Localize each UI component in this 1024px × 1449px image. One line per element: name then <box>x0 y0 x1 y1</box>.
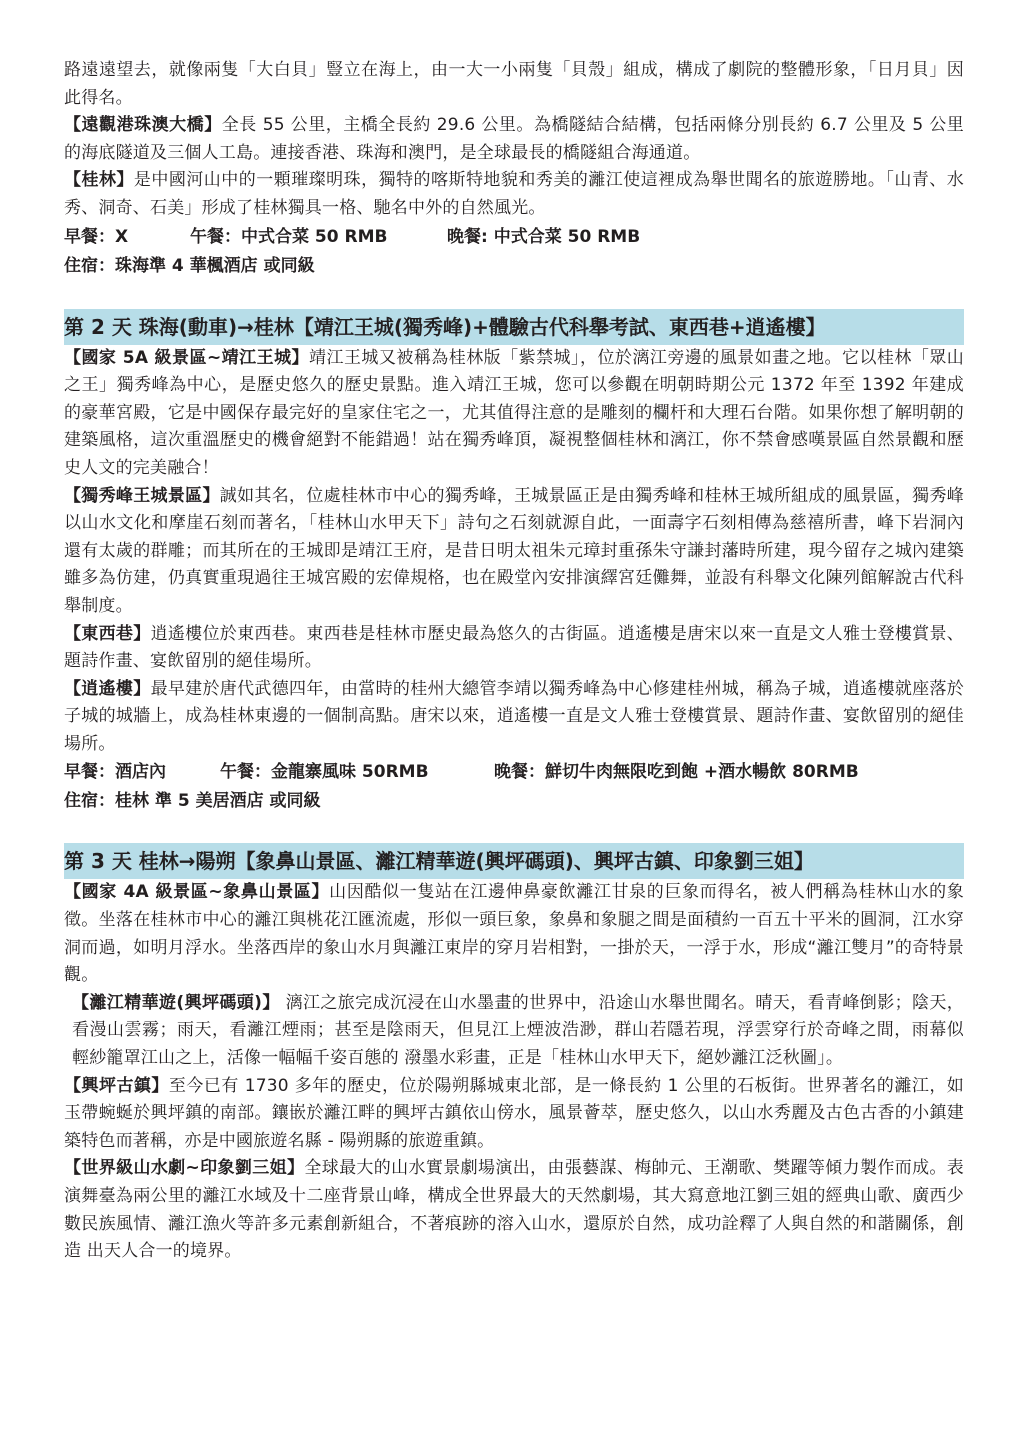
day2-item-text: 誠如其名，位處桂林市中心的獨秀峰，王城景區正是由獨秀峰和桂林王城所組成的風景區，獨秀峰以山水文化和摩崖石刻而著名，「桂林山水甲天下」詩句之石刻就源自此，一面壽字石刻相傳為慈禧所書，峰下岩洞內還有太歲的群雕；而其所在的王城即是靖江王府，是昔日明太祖朱元璋封重孫朱守謙封藩時所建，現今留存之城內建築雖多為仿建，仍真實重現過往王城宮殿的宏偉規格，也在殿堂內安排演繹宮廷儺舞，並設有科舉文化陳列館解說古代科舉制度。 <box>64 485 964 616</box>
day2-item-text: 逍遙樓位於東西巷。東西巷是桂林市歷史最為悠久的古街區。逍遙樓是唐宋以來一直是文人雅士登樓賞景、題詩作畫、宴飲留別的絕佳場所。 <box>64 623 965 672</box>
day3-item-text: 至今已有 1730 多年的歷史，位於陽朔縣城東北部，是一條長約 1 公里的石板街。世界著名的灕江，如玉帶蜿蜒於興坪鎮的南部。鑲嵌於灕江畔的興坪古鎮依山傍水，風景薈萃，歷史悠久，以山水秀麗及古色古香的小鎮建築特色而著稱，亦是中國旅遊名縣 - 陽朔縣的旅遊重鎮。 <box>64 1075 965 1151</box>
day3-item-title: 【世界級山水劇~印象劉三姐】 <box>64 1158 305 1179</box>
day3-item-text: 全球最大的山水實景劇場演出，由張藝謀、梅帥元、王潮歌、樊躍等傾力製作而成。表演舞臺為兩公里的灕江水域及十二座背景山峰，構成全世界最大的天然劇場，其大寫意地江劉三姐的經典山歌、廣西少數民族風情、灕江漁火等許多元素創新組合，不著痕跡的溶入山水，還原於自然，成功詮釋了人與自然的和諧關係，創造 出天人合一的境界。 <box>64 1158 964 1262</box>
itinerary-page <box>64 57 964 1266</box>
day2-item-title: 【國家 5A 級景區~靖江王城】 <box>64 347 310 368</box>
day3-item-text: 漓江之旅完成沉浸在山水墨畫的世界中，沿途山水舉世聞名。晴天，看青峰倒影；陰天，看漫山雲霧；雨天，看灕江煙雨；甚至是陰雨天，但見江上煙波浩渺，群山若隱若現，浮雲穿行於奇峰之間，雨幕似輕紗籠罩江山之上，活像一幅幅千姿百態的 潑墨水彩畫，正是「桂林山水甲天下，絕妙灕江泛秋圖」。 <box>72 992 965 1069</box>
day2-item-title: 【逍遙樓】 <box>64 678 151 699</box>
day2-item-text: 最早建於唐代武德四年，由當時的桂州大總管李靖以獨秀峰為中心修建桂州城，稱為子城，逍遙樓就座落於子城的城牆上，成為桂林東邊的一個制高點。唐宋以來，逍遙樓一直是文人雅士登樓賞景、題詩作畫、宴飲留別的絕佳場所。 <box>64 678 965 754</box>
day1-breakfast: 早餐：X <box>64 226 129 247</box>
day3-header: 第 3 天 桂林→陽朔【象鼻山景區、灕江精華遊(興坪碼頭)、興坪古鎮、印象劉三姐】 <box>64 843 964 879</box>
day2-stay: 住宿：桂林 準 5 美居酒店 或同級 <box>64 791 321 812</box>
day3-item <box>64 1073 964 1156</box>
day3-item <box>64 1155 964 1265</box>
day3-item-title: 【灕江精華遊(興坪碼頭)】 <box>72 992 280 1013</box>
day3-item <box>64 879 964 989</box>
bridge-paragraph <box>64 112 964 167</box>
day1-meals <box>64 223 964 252</box>
day1-stay: 住宿：珠海準 4 華楓酒店 或同級 <box>64 255 315 276</box>
day1-dinner: 晚餐: 中式合菜 50 RMB <box>447 226 641 247</box>
day2-breakfast: 早餐：酒店內 <box>64 762 166 783</box>
day2-item <box>64 621 964 676</box>
day1-lunch: 午餐：中式合菜 50 RMB <box>190 226 388 247</box>
bridge-title: 【遠觀港珠澳大橋】 <box>64 115 222 136</box>
bridge-text: 全長 55 公里，主橋全長約 29.6 公里。為橋隧結合結構，包括兩條分別長約 6.7 公里及 5 公里的海底隧道及三個人工島。連接香港、珠海和澳門，是全球最長的橋隧組合海通道。 <box>64 115 964 163</box>
guilin-title: 【桂林】 <box>64 170 134 191</box>
day2-item-text: 靖江王城又被稱為桂林版「紫禁城」，位於漓江旁邊的風景如畫之地。它以桂林「眾山之王」獨秀峰為中心，是歷史悠久的歷史景點。進入靖江王城，您可以參觀在明朝時期公元 1372 年至 1392 年建成的豪華宮殿，它是中國保存最完好的皇家住宅之一，尤其值得注意的是雕刻的欄杆和大理石台階。如果你想了解明朝的建築風格，這次重溫歷史的機會絕對不能錯過！站在獨秀峰頂，凝視整個桂林和漓江，你不禁會感嘆景區自然景觀和歷史人文的完美融合！ <box>64 347 964 478</box>
day2-dinner: 晚餐：鮮切牛肉無限吃到飽 +酒水暢飲 80RMB <box>494 762 859 783</box>
day2-lunch: 午餐：金龍寨風味 50RMB <box>220 762 429 783</box>
day2-item <box>64 483 964 621</box>
guilin-paragraph <box>64 167 964 222</box>
day3-item-title: 【國家 4A 級景區~象鼻山景區】 <box>64 882 330 903</box>
day2-item <box>64 676 964 759</box>
day2-item-title: 【獨秀峰王城景區】 <box>64 485 220 506</box>
guilin-text: 是中國河山中的一顆璀璨明珠，獨特的喀斯特地貌和秀美的灕江使這裡成為舉世聞名的旅遊勝地。「山青、水秀、洞奇、石美」形成了桂林獨具一格、馳名中外的自然風光。 <box>64 170 964 218</box>
day3-item <box>64 990 964 1073</box>
day3-item-text: 山因酷似一隻站在江邊伸鼻豪飲灕江甘泉的巨象而得名，被人們稱為桂林山水的象徵。坐落在桂林市中心的灕江與桃花江匯流處，形似一頭巨象，象鼻和象腿之間是面積約一百五十平米的圓洞，江水穿洞而過，如明月浮水。坐落西岸的象山水月與灕江東岸的穿月岩相對，一掛於天，一浮于水，形成“灕江雙月”的奇特景觀。 <box>64 882 964 986</box>
day2-header: 第 2 天 珠海(動車)→桂林【靖江王城(獨秀峰)+體驗古代科舉考試、東西巷+逍遙樓】 <box>64 309 964 345</box>
day2-item-title: 【東西巷】 <box>64 623 151 644</box>
day3-item-title: 【興坪古鎮】 <box>64 1075 169 1096</box>
day2-item <box>64 345 964 483</box>
day2-meals <box>64 758 964 787</box>
opera-house-text: 路遠遠望去，就像兩隻「大白貝」豎立在海上，由一大一小兩隻「貝殼」組成，構成了劇院的整體形象，「日月貝」因此得名。 <box>64 60 964 108</box>
